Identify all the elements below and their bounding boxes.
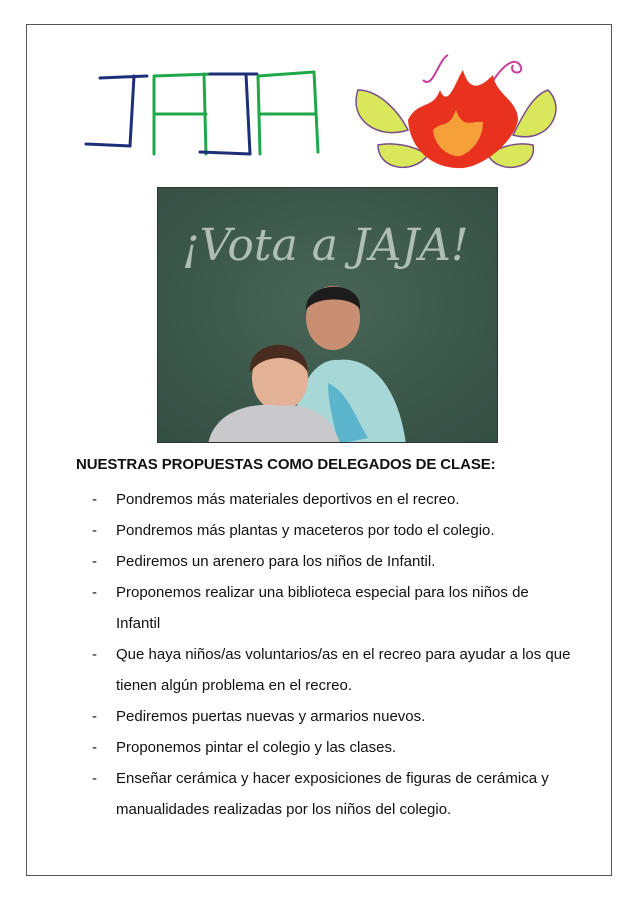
list-item-text: Enseñar cerámica y hacer exposiciones de figuras de cerámica y manualidades realizadas por los niños del colegio. [116,770,549,818]
jaja-logo-drawing [82,66,327,161]
list-item [92,546,572,577]
list-item [92,732,572,763]
list-item [92,639,572,701]
flame-flower-drawing [348,50,576,180]
chalk-slogan: ¡Vota a JAJA! [182,220,469,271]
list-bullet: - [92,584,97,601]
list-item-text: Que haya niños/as voluntarios/as en el recreo para ayudar a los que tienen algún problema en el recreo. [116,646,571,694]
list-item-text: Pediremos un arenero para los niños de Infantil. [116,553,436,570]
list-item [92,577,572,639]
list-bullet: - [92,553,97,570]
list-item-text: Pediremos puertas nuevas y armarios nuevos. [116,708,426,725]
campaign-photo [157,187,498,443]
list-bullet: - [92,770,97,787]
list-item [92,484,572,515]
list-bullet: - [92,646,97,663]
list-item [92,701,572,732]
list-item-text: Pondremos más materiales deportivos en el recreo. [116,491,460,508]
list-bullet: - [92,491,97,508]
proposals-heading: NUESTRAS PROPUESTAS COMO DELEGADOS DE CLASE: [76,456,496,473]
list-item-text: Pondremos más plantas y maceteros por todo el colegio. [116,522,495,539]
list-bullet: - [92,708,97,725]
chalkboard-photo-illustration [158,188,498,443]
list-item-text: Proponemos realizar una biblioteca especial para los niños de Infantil [116,584,529,632]
list-bullet: - [92,739,97,756]
list-bullet: - [92,522,97,539]
list-item [92,763,572,825]
list-item [92,515,572,546]
proposals-list [92,484,572,825]
list-item-text: Proponemos pintar el colegio y las clases. [116,739,397,756]
